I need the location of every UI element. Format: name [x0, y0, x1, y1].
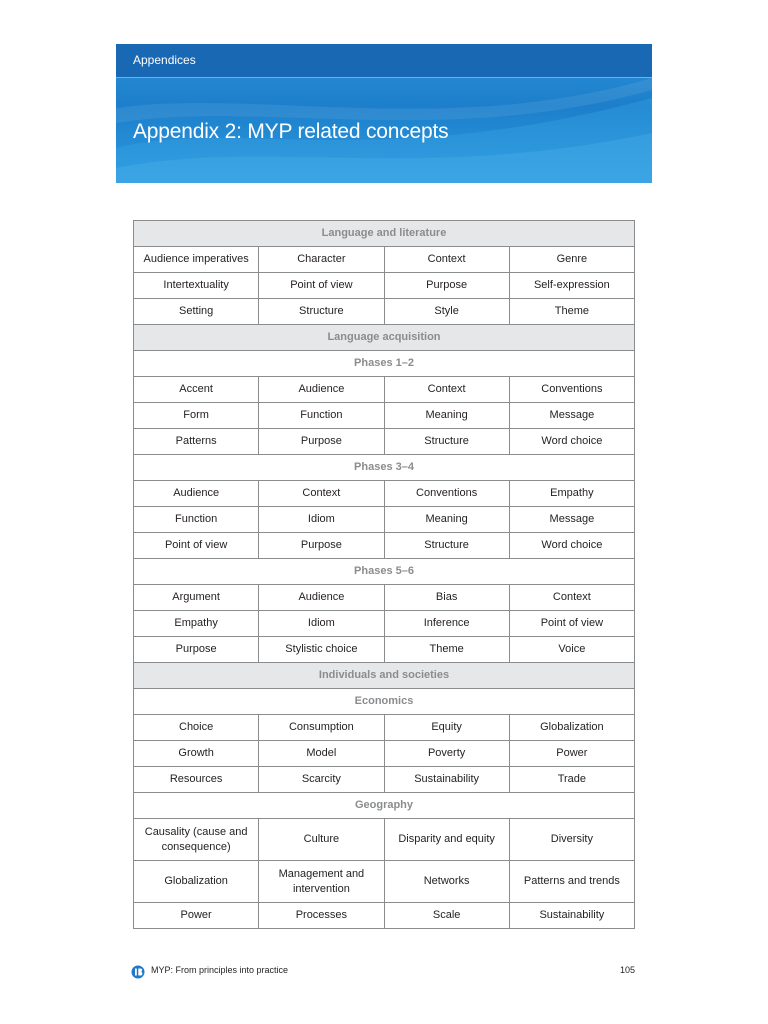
concept-cell: Audience	[134, 481, 259, 507]
concept-cell: Meaning	[384, 403, 509, 429]
concept-cell: Structure	[259, 299, 384, 325]
concept-cell: Voice	[509, 637, 634, 663]
concept-cell: Meaning	[384, 507, 509, 533]
table-row	[134, 273, 635, 299]
concept-cell: Theme	[509, 299, 634, 325]
related-concepts-table	[133, 220, 635, 929]
ib-logo-icon	[131, 965, 145, 979]
concept-cell: Globalization	[134, 861, 259, 903]
concept-cell: Function	[134, 507, 259, 533]
page-title: Appendix 2: MYP related concepts	[133, 120, 449, 143]
concept-cell: Management and intervention	[259, 861, 384, 903]
concept-cell: Empathy	[509, 481, 634, 507]
concept-cell: Disparity and equity	[384, 819, 509, 861]
concept-cell: Point of view	[509, 611, 634, 637]
concept-cell: Point of view	[259, 273, 384, 299]
concept-cell: Genre	[509, 247, 634, 273]
concept-cell: Audience	[259, 377, 384, 403]
concept-cell: Processes	[259, 903, 384, 929]
concept-cell: Power	[509, 741, 634, 767]
related-concepts-table-body	[134, 221, 635, 929]
concept-cell: Structure	[384, 533, 509, 559]
phase-heading-row	[134, 689, 635, 715]
concept-cell: Argument	[134, 585, 259, 611]
section-label: Appendices	[133, 53, 196, 67]
banner-section-bar	[116, 44, 652, 78]
concept-cell: Structure	[384, 429, 509, 455]
concept-cell: Resources	[134, 767, 259, 793]
concept-cell: Intertextuality	[134, 273, 259, 299]
concept-cell: Diversity	[509, 819, 634, 861]
concept-cell: Conventions	[384, 481, 509, 507]
concept-cell: Word choice	[509, 429, 634, 455]
concept-cell: Form	[134, 403, 259, 429]
concept-cell: Idiom	[259, 507, 384, 533]
concept-cell: Accent	[134, 377, 259, 403]
table-row	[134, 861, 635, 903]
phase-heading: Phases 3–4	[134, 455, 635, 481]
concept-cell: Audience imperatives	[134, 247, 259, 273]
concept-cell: Context	[384, 247, 509, 273]
concept-cell: Scarcity	[259, 767, 384, 793]
concept-cell: Purpose	[259, 533, 384, 559]
phase-heading-row	[134, 559, 635, 585]
concept-cell: Empathy	[134, 611, 259, 637]
table-row	[134, 741, 635, 767]
table-row	[134, 611, 635, 637]
phase-heading-row	[134, 793, 635, 819]
footer-publication-title: MYP: From principles into practice	[151, 965, 289, 975]
footer-page-number: 105	[620, 965, 636, 975]
concept-cell: Sustainability	[509, 903, 634, 929]
concept-cell: Theme	[384, 637, 509, 663]
table-row	[134, 247, 635, 273]
concept-cell: Point of view	[134, 533, 259, 559]
subject-heading-row	[134, 663, 635, 689]
table-row	[134, 767, 635, 793]
concept-cell: Word choice	[509, 533, 634, 559]
phase-heading: Geography	[134, 793, 635, 819]
concept-cell: Model	[259, 741, 384, 767]
appendix-banner	[116, 44, 652, 183]
concept-cell: Stylistic choice	[259, 637, 384, 663]
concept-cell: Networks	[384, 861, 509, 903]
phase-heading-row	[134, 351, 635, 377]
concept-cell: Idiom	[259, 611, 384, 637]
concept-cell: Self-expression	[509, 273, 634, 299]
table-row	[134, 377, 635, 403]
concept-cell: Patterns and trends	[509, 861, 634, 903]
concept-cell: Equity	[384, 715, 509, 741]
table-row	[134, 903, 635, 929]
concept-cell: Context	[384, 377, 509, 403]
concept-cell: Character	[259, 247, 384, 273]
subject-heading: Language acquisition	[134, 325, 635, 351]
concept-cell: Power	[134, 903, 259, 929]
concept-cell: Inference	[384, 611, 509, 637]
concept-cell: Culture	[259, 819, 384, 861]
concept-cell: Audience	[259, 585, 384, 611]
concept-cell: Purpose	[259, 429, 384, 455]
phase-heading: Phases 1–2	[134, 351, 635, 377]
subject-heading-row	[134, 325, 635, 351]
concept-cell: Conventions	[509, 377, 634, 403]
table-row	[134, 481, 635, 507]
table-row	[134, 403, 635, 429]
concept-cell: Function	[259, 403, 384, 429]
table-row	[134, 429, 635, 455]
table-row	[134, 507, 635, 533]
concept-cell: Scale	[384, 903, 509, 929]
phase-heading-row	[134, 455, 635, 481]
concept-cell: Poverty	[384, 741, 509, 767]
concept-cell: Message	[509, 403, 634, 429]
concept-cell: Message	[509, 507, 634, 533]
table-row	[134, 715, 635, 741]
phase-heading: Economics	[134, 689, 635, 715]
concept-cell: Context	[259, 481, 384, 507]
concept-cell: Purpose	[134, 637, 259, 663]
subject-heading: Individuals and societies	[134, 663, 635, 689]
concept-cell: Choice	[134, 715, 259, 741]
concept-cell: Globalization	[509, 715, 634, 741]
table-row	[134, 819, 635, 861]
concept-cell: Growth	[134, 741, 259, 767]
concept-cell: Patterns	[134, 429, 259, 455]
concept-cell: Consumption	[259, 715, 384, 741]
subject-heading: Language and literature	[134, 221, 635, 247]
phase-heading: Phases 5–6	[134, 559, 635, 585]
subject-heading-row	[134, 221, 635, 247]
table-row	[134, 299, 635, 325]
table-row	[134, 637, 635, 663]
table-row	[134, 533, 635, 559]
concept-cell: Purpose	[384, 273, 509, 299]
table-row	[134, 585, 635, 611]
concept-cell: Setting	[134, 299, 259, 325]
concept-cell: Bias	[384, 585, 509, 611]
concept-cell: Trade	[509, 767, 634, 793]
concept-cell: Causality (cause and consequence)	[134, 819, 259, 861]
concept-cell: Context	[509, 585, 634, 611]
concept-cell: Sustainability	[384, 767, 509, 793]
concept-cell: Style	[384, 299, 509, 325]
